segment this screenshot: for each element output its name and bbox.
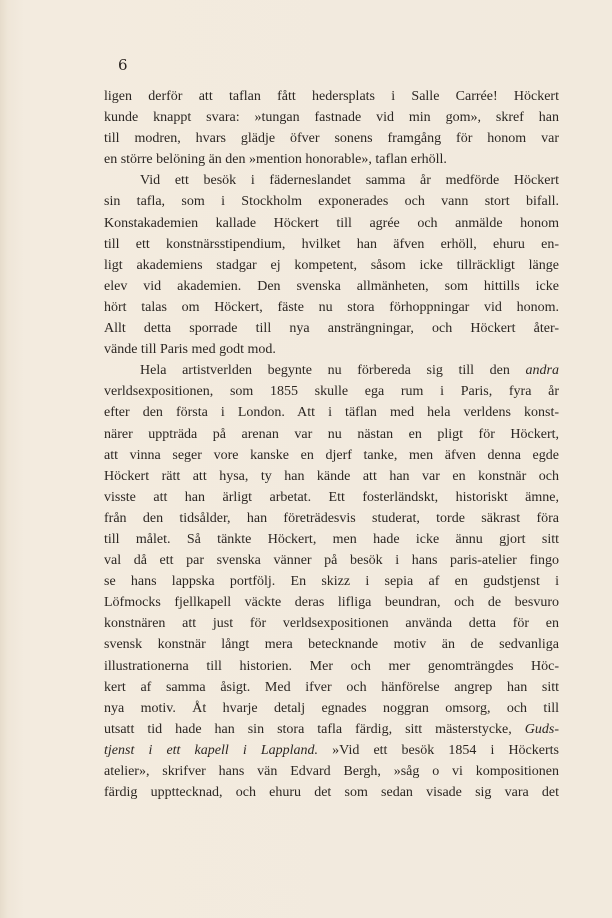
text-segment: atelier», skrifver hans vän Edvard Bergh, »såg o vi kompositionen bbox=[104, 764, 559, 779]
text-segment: Höckert rätt att hysa, ty han kände att han var en konstnär och bbox=[104, 468, 559, 484]
text-segment: närer uppträda på arenan var nu nästan en pligt för Höckert, bbox=[104, 426, 559, 442]
text-line bbox=[104, 107, 559, 128]
text-line bbox=[104, 719, 559, 740]
text-segment: Löfmocks fjellkapell väckte deras lifliga beundran, och de besvuro bbox=[104, 595, 559, 611]
italic-text: Guds- bbox=[524, 721, 559, 737]
text-segment: ligt akademiens stadgar ej kompetent, såsom icke tillräckligt länge bbox=[104, 257, 559, 273]
text-line bbox=[104, 170, 559, 191]
text-line bbox=[104, 402, 559, 423]
text-line bbox=[104, 656, 559, 677]
text-line bbox=[104, 213, 559, 234]
text-line bbox=[104, 740, 559, 761]
text-line bbox=[104, 276, 559, 297]
text-line bbox=[104, 592, 559, 613]
text-line bbox=[104, 86, 559, 107]
text-line bbox=[104, 424, 559, 445]
text-segment: till ett konstnärsstipendium, hvilket han äfven erhöll, ehuru en- bbox=[104, 236, 559, 252]
text-segment: val då ett par svenska vänner på besök i hans paris-atelier fingo bbox=[104, 553, 559, 569]
text-segment: Vid ett besök i fäderneslandet samma år medförde Höckert bbox=[140, 173, 559, 189]
text-line bbox=[104, 360, 559, 381]
page-number: 6 bbox=[118, 56, 128, 74]
text-segment: nya motiv. Åt hvarje detalj egnades noggran omsorg, och till bbox=[104, 700, 559, 716]
text-segment: till modren, hvars glädje öfver sonens framgång för honom var bbox=[104, 131, 559, 147]
text-segment: kert af samma åsigt. Med ifver och hänförelse angrep han sitt bbox=[104, 679, 559, 695]
text-segment: från den tidsålder, han företrädesvis studerat, torde säkrast föra bbox=[104, 510, 559, 526]
text-segment: ligen derför att taflan fått hedersplats i Salle Carrée! Höckert bbox=[104, 89, 559, 104]
text-line bbox=[104, 571, 559, 592]
text-line bbox=[104, 445, 559, 466]
text-line bbox=[104, 149, 559, 170]
text-line bbox=[104, 255, 559, 276]
text-line bbox=[104, 508, 559, 529]
text-segment: att vinna seger vore kanske en djerf tanke, men äfven denna egde bbox=[104, 447, 559, 463]
text-segment: »Vid ett besök 1854 i Höckerts bbox=[318, 742, 559, 758]
text-line bbox=[104, 466, 559, 487]
italic-text: andra bbox=[525, 363, 559, 379]
text-segment: Hela artistverlden begynte nu förbereda sig till den bbox=[140, 363, 526, 379]
text-line bbox=[104, 550, 559, 571]
text-line bbox=[104, 634, 559, 655]
body-text bbox=[104, 86, 559, 803]
text-segment: illustrationerna till historien. Mer och mer genomträngdes Höc- bbox=[104, 658, 559, 674]
text-segment: en större belöning än den »mention honorable», taflan erhöll. bbox=[104, 152, 447, 168]
text-segment: se hans lappska portfölj. En skizz i sepia af en gudstjenst i bbox=[104, 574, 559, 590]
text-line bbox=[104, 782, 559, 803]
text-line bbox=[104, 297, 559, 318]
text-segment: visste att han ärligt arbetat. Ett fosterländskt, historiskt ämne, bbox=[104, 489, 559, 505]
text-segment: hört talas om Höckert, fäste nu stora förhoppningar vid honom. bbox=[104, 299, 559, 315]
text-segment: färdig uppttecknad, och ehuru det som sedan visade sig vara det bbox=[104, 785, 559, 801]
text-segment: efter den första i London. Att i täflan med hela verldens konst- bbox=[104, 405, 559, 421]
text-segment: vände till Paris med godt mod. bbox=[104, 342, 276, 358]
text-line bbox=[104, 487, 559, 508]
text-segment: utsatt tid hade han sin stora tafla färdig, sitt mästerstycke, bbox=[104, 721, 525, 737]
text-line bbox=[104, 381, 559, 402]
text-segment: Allt detta sporrade till nya ansträngningar, och Höckert åter- bbox=[104, 321, 559, 337]
text-segment: kunde knappt svara: »tungan fastnade vid min gom», skref han bbox=[104, 110, 559, 126]
text-line bbox=[104, 761, 559, 782]
text-line bbox=[104, 613, 559, 634]
text-segment: svensk konstnär långt mera betecknande motiv än de sedvanliga bbox=[104, 637, 559, 653]
text-segment: konstnären att just för verldsexpositionen använda detta för en bbox=[104, 616, 559, 632]
text-line bbox=[104, 677, 559, 698]
italic-text: tjenst i ett kapell i Lappland. bbox=[104, 742, 319, 758]
text-line bbox=[104, 318, 559, 339]
text-line bbox=[104, 529, 559, 550]
text-line bbox=[104, 128, 559, 149]
text-line bbox=[104, 339, 559, 360]
text-segment: verldsexpositionen, som 1855 skulle ega rum i Paris, fyra år bbox=[104, 384, 559, 400]
text-line bbox=[104, 698, 559, 719]
text-segment: till målet. Så tänkte Höckert, men hade icke ännu gjort sitt bbox=[104, 531, 559, 547]
text-segment: Konstakademien kallade Höckert till agrée och anmälde honom bbox=[104, 215, 559, 231]
text-line bbox=[104, 234, 559, 255]
text-segment: elev vid akademien. Den svenska allmänheten, som hittills icke bbox=[104, 278, 559, 294]
text-segment: sin tafla, som i Stockholm exponerades och vann stort bifall. bbox=[104, 194, 559, 210]
text-line bbox=[104, 191, 559, 212]
